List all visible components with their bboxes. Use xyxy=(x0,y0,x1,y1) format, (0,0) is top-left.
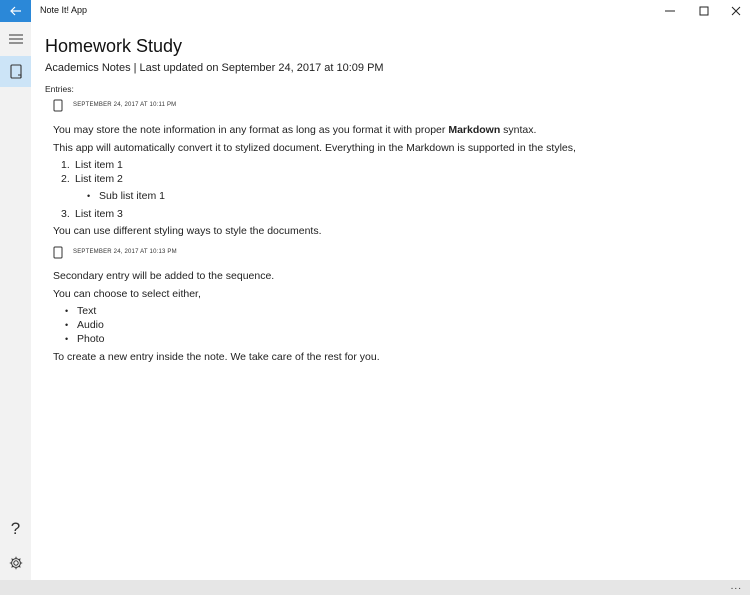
list-item xyxy=(61,159,123,171)
note-view xyxy=(31,22,750,580)
minimize-button[interactable] xyxy=(652,0,688,22)
list-item: • Photo xyxy=(65,333,104,345)
close-icon xyxy=(731,6,741,16)
sub-list-item: • Sub list item 1 xyxy=(87,190,165,202)
command-bar xyxy=(0,580,750,595)
text-segment: syntax. xyxy=(500,124,537,136)
text-segment: You may store the note information in any format as long as you format it with proper xyxy=(53,124,449,136)
note-entry-icon xyxy=(53,246,63,259)
bold-text: Markdown xyxy=(448,124,501,136)
title-bar xyxy=(0,0,750,22)
hamburger-icon xyxy=(9,34,23,44)
page-title: Homework Study xyxy=(45,36,183,56)
minimize-icon xyxy=(665,6,675,16)
menu-button[interactable] xyxy=(0,28,31,50)
list-item: • Audio xyxy=(65,319,104,331)
help-icon: ? xyxy=(10,519,21,538)
sidebar-item-notes[interactable] xyxy=(0,56,31,87)
entry-paragraph: To create a new entry inside the note. We take care of the rest for you. xyxy=(53,351,380,363)
maximize-icon xyxy=(699,6,709,16)
maximize-button[interactable] xyxy=(686,0,722,22)
entry-paragraph xyxy=(53,124,536,136)
entry-timestamp: SEPTEMBER 24, 2017 AT 10:13 PM xyxy=(73,249,177,255)
back-arrow-icon xyxy=(10,6,22,16)
help-button[interactable] xyxy=(0,518,31,540)
close-button[interactable] xyxy=(718,0,750,22)
sidebar xyxy=(0,22,31,580)
entry-paragraph: This app will automatically convert it to stylized document. Everything in the Markdown is supported in the styles, xyxy=(53,142,576,154)
list-marker: 2. xyxy=(61,173,70,185)
entries-label: Entries: xyxy=(45,84,74,94)
list-item xyxy=(61,173,123,185)
note-meta: Academics Notes | Last updated on September 24, 2017 at 10:09 PM xyxy=(45,62,384,74)
list-item xyxy=(61,208,123,220)
entry-header xyxy=(53,244,177,260)
more-options-button[interactable]: ... xyxy=(730,581,742,592)
list-item-text: List item 1 xyxy=(75,159,123,171)
entry-paragraph: You can use different styling ways to style the documents. xyxy=(53,225,322,237)
list-marker: 3. xyxy=(61,208,70,220)
list-item-text: List item 3 xyxy=(75,208,123,220)
settings-button[interactable] xyxy=(0,552,31,574)
list-marker: 1. xyxy=(61,159,70,171)
note-entry-icon xyxy=(53,99,63,112)
list-item: • Text xyxy=(65,305,96,317)
app-title: Note It! App xyxy=(40,5,88,15)
back-button[interactable] xyxy=(0,0,31,22)
entry-timestamp: SEPTEMBER 24, 2017 AT 10:11 PM xyxy=(73,102,177,108)
list-item-text: List item 2 xyxy=(75,173,123,185)
notebook-icon xyxy=(10,64,22,79)
entry-header xyxy=(53,97,176,113)
entry-paragraph: You can choose to select either, xyxy=(53,288,201,300)
entry-paragraph: Secondary entry will be added to the sequence. xyxy=(53,270,275,282)
gear-icon xyxy=(9,556,23,570)
